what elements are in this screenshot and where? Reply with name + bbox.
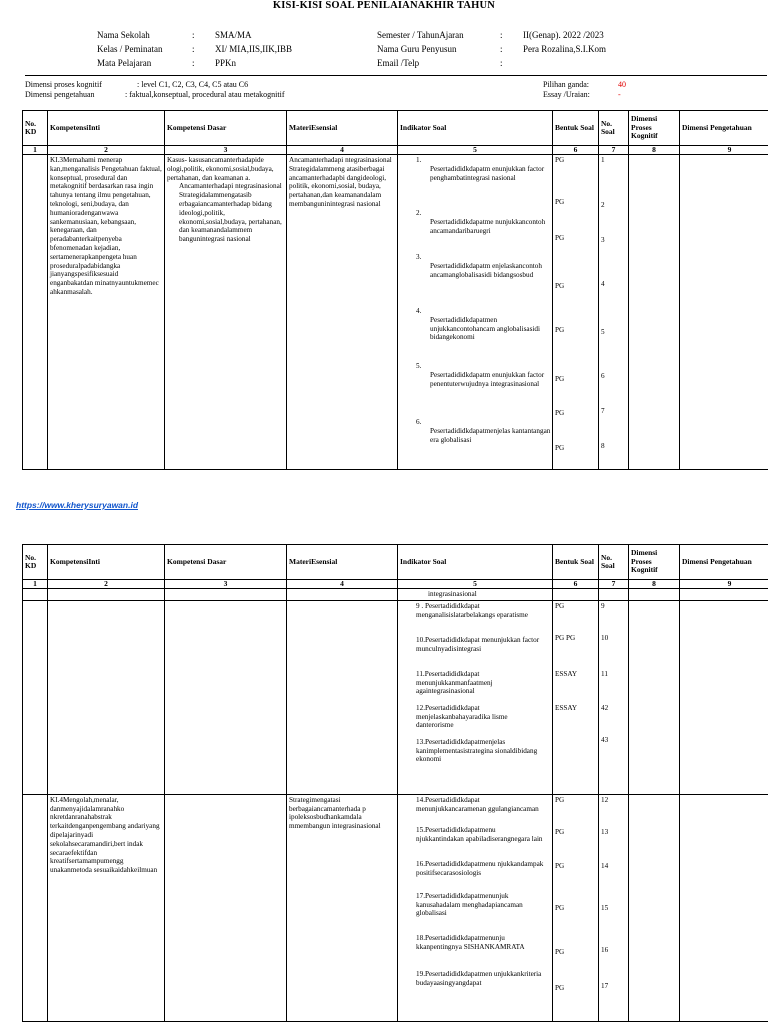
bentuk-value: PG [555,375,565,383]
soal-number: 17 [601,981,609,990]
col-number: 9 [680,146,768,155]
soal-number: 2 [601,201,605,209]
no-soal-cell [599,794,629,1021]
soal-number: 16 [601,945,609,954]
info-sep: : [192,44,195,54]
dim-kognitif-cell [629,155,680,470]
bentuk-value: ESSAY [555,669,578,678]
soal-number: 14 [601,861,609,870]
header-no-soal: No. Soal [599,111,629,146]
header-bentuk: Bentuk Soal [553,111,599,146]
list-item: 9 . Pesertadididkdapat menganalisislatarbelakangs eparatisme [416,601,528,619]
bentuk-value: PG [555,947,565,956]
bentuk-cell [553,600,599,794]
empty-cell [287,589,398,601]
bentuk-value: PG [555,861,565,870]
header-dim-kognitif: Dimensi Proses Kognitif [629,545,680,580]
materi-cell: Ancamanterhadapi ntegrasinasional Strategidalammeng atasiberbagai ancamanterhadapbi dangideologi, politik, ekonomi,sosial, budaya, pertahanan,dan keamanandalam membanguninintegrasi nasional [287,155,398,470]
bentuk-value: PG [555,903,565,912]
soal-number: 13 [601,827,609,836]
header-kd: Kompetensi Dasar [165,545,287,580]
list-item: 19.Pesertadididkdapatmen unjukkankriteria budayaasingyangdapat [416,969,542,987]
bentuk-value: PG [555,198,565,206]
pg-value: 40 [618,80,626,89]
list-item [416,418,553,444]
kd-text-bottom: Ancamanterhadapi ntegrasinasional Strategidalammengatasib erbagaiancamanterhadap bidang ideologi,politik, ekonomi,sosial,budaya, pertahanan, dan keamanandalammem bangunintegrasi nasional [179,182,282,244]
info-value: II(Genap). 2022 /2023 [523,30,604,40]
empty-cell [23,794,48,1021]
bentuk-cell [553,155,599,470]
item-number: 5. [416,362,422,370]
empty-cell [680,794,768,1021]
col-number: 6 [553,580,599,589]
header-dim-pengetahuan: Dimensi Pengetahuan [680,111,768,146]
header-ki: KompetensiInti [48,111,165,146]
list-item: 15.Pesertadididkdapatmenu njukkantindakan apabiladiserangnegara lain [416,825,543,843]
item-text: Pesertadididkdapatm enunjukkan factor penentuterwujudnya integrasinasional [430,370,545,388]
header-bentuk: Bentuk Soal [553,545,599,580]
soal-number: 12 [601,795,609,804]
empty-cell [680,600,768,794]
bentuk-value: PG [555,156,565,164]
item-text: Pesertadididkdapatm enjelaskancontoh ancamanglobalisasidi bidangsosbud [430,261,542,279]
header-materi: MateriEsensial [287,545,398,580]
col-number: 2 [48,580,165,589]
kisi-table-2 [22,544,768,1022]
soal-number: 10 [601,633,609,642]
soal-number: 15 [601,903,609,912]
info-right [375,27,611,71]
empty-cell [287,600,398,794]
bentuk-value: PG [555,827,565,836]
bentuk-value: PG [555,795,565,804]
bentuk-value: PG [555,983,565,992]
info-value [523,57,609,69]
col-number: 3 [165,146,287,155]
info-label: Kelas / Peminatan [97,44,163,54]
info-label: Email /Telp [377,58,420,68]
soal-number: 9 [601,601,605,610]
no-soal-list [601,796,626,1016]
soal-number: 42 [601,703,609,712]
soal-number: 11 [601,669,608,678]
list-item: 16.Pesertadididkdapatmenu njukkandampak positifsecarasosiologis [416,859,544,877]
kisi-table-1 [22,110,768,470]
dim-pengetahuan-cell [680,155,768,470]
item-number: 6. [416,418,422,426]
info-value: XI/ MIA,IIS,IIK,IBB [215,44,292,54]
bentuk-value: PG [555,282,565,290]
list-item [416,253,550,279]
item-number: 3. [416,253,422,261]
kd-cell [165,155,287,470]
col-number: 5 [398,580,553,589]
list-item: 13.Pesertadididkdapatmenjelas kanimplementasistrategina sionaldibidang ekonomi [416,737,538,764]
col-number: 7 [599,580,629,589]
info-label: Nama Sekolah [97,30,150,40]
list-item: 10.Pesertadididkdapat menunjukkan factor munculnyadisintegrasi [416,635,540,653]
soal-number: 8 [601,442,605,450]
col-number: 1 [23,146,48,155]
list-item [416,307,550,342]
document-title: KISI-KISI SOAL PENILAIANAKHIR TAHUN [272,0,496,11]
bentuk-value: PG [555,326,565,334]
empty-cell [48,600,165,794]
empty-cell [23,589,48,601]
info-sep: : [192,58,195,68]
column-number-row [23,146,768,155]
indikator-cell [398,600,553,794]
dimension-legend [25,80,285,100]
header-materi: MateriEsensial [287,111,398,146]
indikator-carry-text: integrasinasional [398,589,553,601]
empty-cell [629,589,680,601]
kd-text-top: Kasus- kasusancamanterhadapide ologi,politik, ekonomi,sosial,budaya, pertahanan, dan keamanan a. [167,156,274,182]
empty-cell [165,600,287,794]
column-number-row [23,580,768,589]
item-number: 4. [416,307,422,315]
list-item [416,156,550,182]
materi-cell: Strategimengatasi berbagaiancamanterhada p ipoleksosbudhankamdala mmembangun integrasinasional [287,794,398,1021]
soal-number: 4 [601,280,605,288]
info-left [95,27,297,71]
bentuk-list [555,156,596,461]
empty-cell [165,589,287,601]
dim-kognitif-label: Dimensi proses kognitif [25,80,102,89]
item-text: Pesertadididkdapatme nunjukkancontoh ancamandaribaruegri [430,217,546,235]
bentuk-cell [553,794,599,1021]
soal-number: 3 [601,236,605,244]
bentuk-value: PG [555,409,565,417]
no-soal-list [601,156,626,461]
info-label: Mata Pelajaran [97,58,152,68]
col-number: 4 [287,146,398,155]
item-number: 2. [416,209,422,217]
header-indikator: Indikator Soal [398,545,553,580]
table-row [23,589,768,601]
table-row [23,600,768,794]
empty-cell [553,589,599,601]
empty-cell [48,589,165,601]
info-sep: : [500,58,503,68]
item-number: 1. [416,156,422,164]
col-number: 8 [629,580,680,589]
essay-label: Essay /Uraian: [543,90,590,99]
dim-pengetahuan-value: : faktual,konseptual, procedural atau metakognitif [125,90,285,99]
soal-number: 7 [601,407,605,415]
no-soal-cell [599,600,629,794]
soal-number: 43 [601,735,609,744]
bentuk-list [555,602,596,792]
list-item: 17.Pesertadididkdapatmenunjuk kanusahadalam menghadapiancaman globalisasi [416,891,523,918]
bentuk-value: PG [555,234,565,242]
col-number: 1 [23,580,48,589]
info-label: Semester / TahunAjaran [377,30,464,40]
dim-pengetahuan-label: Dimensi pengetahuan [25,90,95,99]
info-value: PPKn [215,58,237,68]
ki-cell: KI.3Memahami menerap kan,menganalisis Pengetahuan faktual, konseptual, prosedural dan metakognitif berdasarkan rasa ingin tahunya tentang ilmu pengetahuan, teknologi, seni,budaya, dan humanioradenganwawa sankemanusiaan, kebangsaan, kenegaraan, dan peradabanterkaitpenyeba bfenomenadan kejadian, sertamenerapkanpengeta huan proseduralpadabidangka jianyangspesifiksesuaid enganbakatdan minatnyauntukmemec ahkanmasalah. [48,155,165,470]
header-dim-kognitif: Dimensi Proses Kognitif [629,111,680,146]
col-number: 7 [599,146,629,155]
header-no-kd: No. KD [23,111,48,146]
essay-value: - [618,90,621,99]
col-number: 9 [680,580,768,589]
indikator-list [400,796,550,1016]
bentuk-value: ESSAY [555,703,578,712]
soal-number: 6 [601,372,605,380]
soal-number: 1 [601,156,605,164]
soal-number: 5 [601,328,605,336]
header-indikator: Indikator Soal [398,111,553,146]
empty-cell [23,600,48,794]
header-dim-pengetahuan: Dimensi Pengetahuan [680,545,768,580]
list-item: 11.Pesertadididkdapat menunjukkanmanfaatmenj againtegrasinasional [416,669,493,696]
item-text: Pesertadididkdapatm enunjukkan factor penghambatintegrasi nasional [430,164,545,182]
no-kd-cell [23,155,48,470]
empty-cell [629,794,680,1021]
list-item: 18.Pesertadididkdapatmenunju kkanpentingnya SISHANKAMRATA [416,933,525,951]
bentuk-value: PG [555,601,565,610]
question-count [543,80,626,100]
empty-cell [629,600,680,794]
website-link[interactable]: https://www.kherysuryawan.id [16,500,139,510]
empty-cell [165,794,287,1021]
col-number: 5 [398,146,553,155]
header-row [23,545,768,580]
col-number: 8 [629,146,680,155]
indikator-list [400,602,550,792]
indikator-cell [398,155,553,470]
divider [25,75,767,76]
header-row [23,111,768,146]
info-value: Pera Rozalina,S.I.Kom [523,44,606,54]
indikator-list [400,156,550,461]
bentuk-list [555,796,596,1016]
dim-kognitif-value: : level C1, C2, C3, C4, C5 atau C6 [137,80,249,89]
no-soal-cell [599,155,629,470]
col-number: 3 [165,580,287,589]
list-item [416,209,550,235]
col-number: 2 [48,146,165,155]
info-sep: : [192,30,195,40]
header-no-kd: No. KD [23,545,48,580]
col-number: 6 [553,146,599,155]
empty-cell [599,589,629,601]
list-item: 12.Pesertadididkdapat menjelaskanbahayaradika lisme danterorisme [416,703,508,730]
list-item [416,362,550,388]
ki-cell: KI.4Mengolah,menalar, danmenyajidalamranahko nkretdanranahabstrak terkaitdenganpengembang andariyang dipelajarinyadi sekolahsecaramandiri,bert indak secaraefektifdan kreatifsertamampumengg unakanmetoda sesuaikaidahkeilmuan [48,794,165,1021]
info-value: SMA/MA [215,30,252,40]
pg-label: Pilihan ganda: [543,80,589,89]
bentuk-value: PG PG [555,633,576,642]
header-no-soal: No. Soal [599,545,629,580]
table-row [23,155,768,470]
empty-cell [680,589,768,601]
header-ki: KompetensiInti [48,545,165,580]
table-row [23,794,768,1021]
bentuk-value: PG [555,444,565,452]
header-kd: Kompetensi Dasar [165,111,287,146]
indikator-cell [398,794,553,1021]
list-item: 14.Pesertadididkdapat menunjukkancaramenan ggulangiancaman [416,795,539,813]
info-sep: : [500,30,503,40]
item-text: Pesertadididkdapatmen unjukkancontohancam anglobalisasidi bidangekonomi [430,315,540,342]
col-number: 4 [287,580,398,589]
item-text: Pesertadididkdapatmenjelas kantantangan era globalisasi [430,426,551,444]
no-soal-list [601,602,626,792]
info-sep: : [500,44,503,54]
info-label: Nama Guru Penyusun [377,44,457,54]
